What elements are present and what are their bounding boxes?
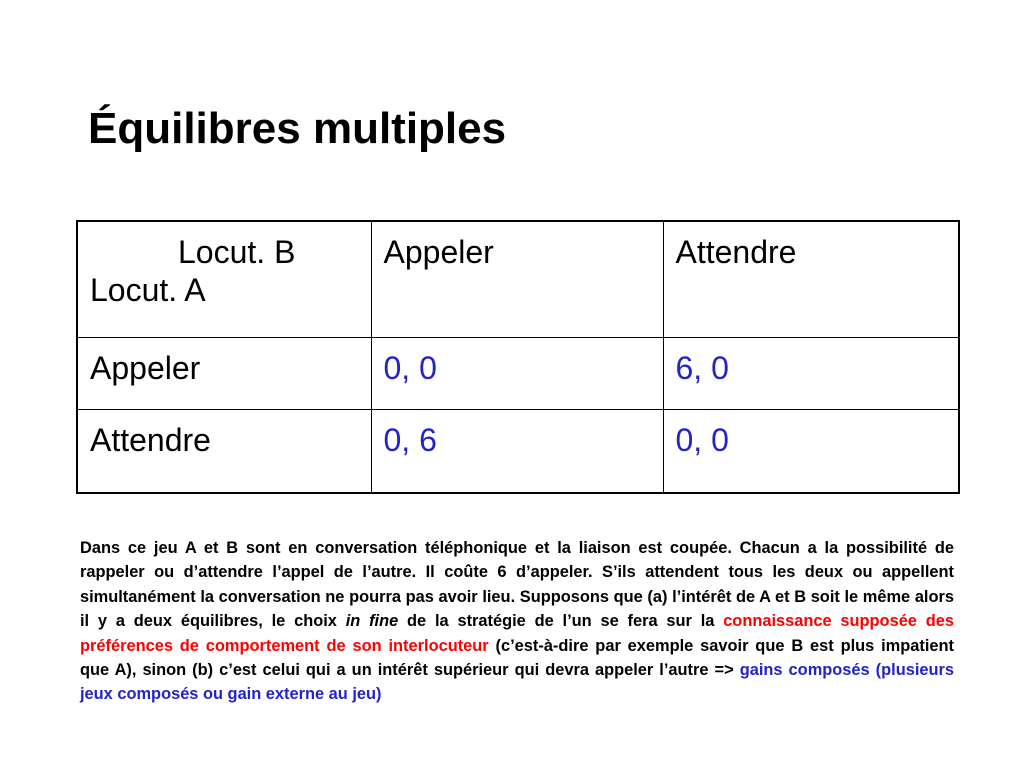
description-highlight-red: connaissance supposée des préférences de comportement de son interlocuteur: [80, 612, 954, 655]
payoff-matrix-table: [76, 220, 960, 494]
slide-title: Équilibres multiples: [88, 104, 507, 153]
table-row: [77, 410, 959, 494]
description-text: Dans ce jeu A et B sont en conversation téléphonique et la liaison est coupée. Chacun a la possibilité de rappeler ou d’attendre l’appel de l’autre. Il coûte 6 d’appeler. S’ils attendent tous les deux ou appellent simultanément la conversation ne pourra pas avoir lieu. Supposons que (a) l’intérêt de A et B soit le même alors il y a deux équilibres, le choix: [80, 539, 954, 631]
payoff-cell: 0, 6: [371, 410, 663, 494]
table-header-row: [77, 221, 959, 338]
description-italic-text: in fine: [345, 612, 399, 631]
description-text: (c’est-à-dire par exemple savoir que B est plus impatient que A), sinon (b) c’est celui qui a un intérêt supérieur qui devra appeler l’autre =>: [80, 636, 954, 680]
column-header-appeler: Appeler: [371, 221, 663, 338]
column-header-attendre: Attendre: [663, 221, 959, 338]
row-header-attendre: Attendre: [77, 410, 371, 494]
player-a-label: Locut. A: [90, 272, 206, 308]
payoff-cell: 6, 0: [663, 338, 959, 410]
payoff-cell: 0, 0: [371, 338, 663, 410]
description-highlight-blue: gains composés (plusieurs jeux composés ou gain externe au jeu): [80, 661, 954, 704]
payoff-cell: 0, 0: [663, 410, 959, 494]
description-text: de la stratégie de l’un se fera sur la: [398, 612, 724, 631]
row-header-appeler: Appeler: [77, 338, 371, 410]
table-corner-cell: [77, 221, 371, 338]
description-paragraph: [80, 536, 954, 707]
table-row: [77, 338, 959, 410]
player-b-label: Locut. B: [178, 234, 296, 270]
